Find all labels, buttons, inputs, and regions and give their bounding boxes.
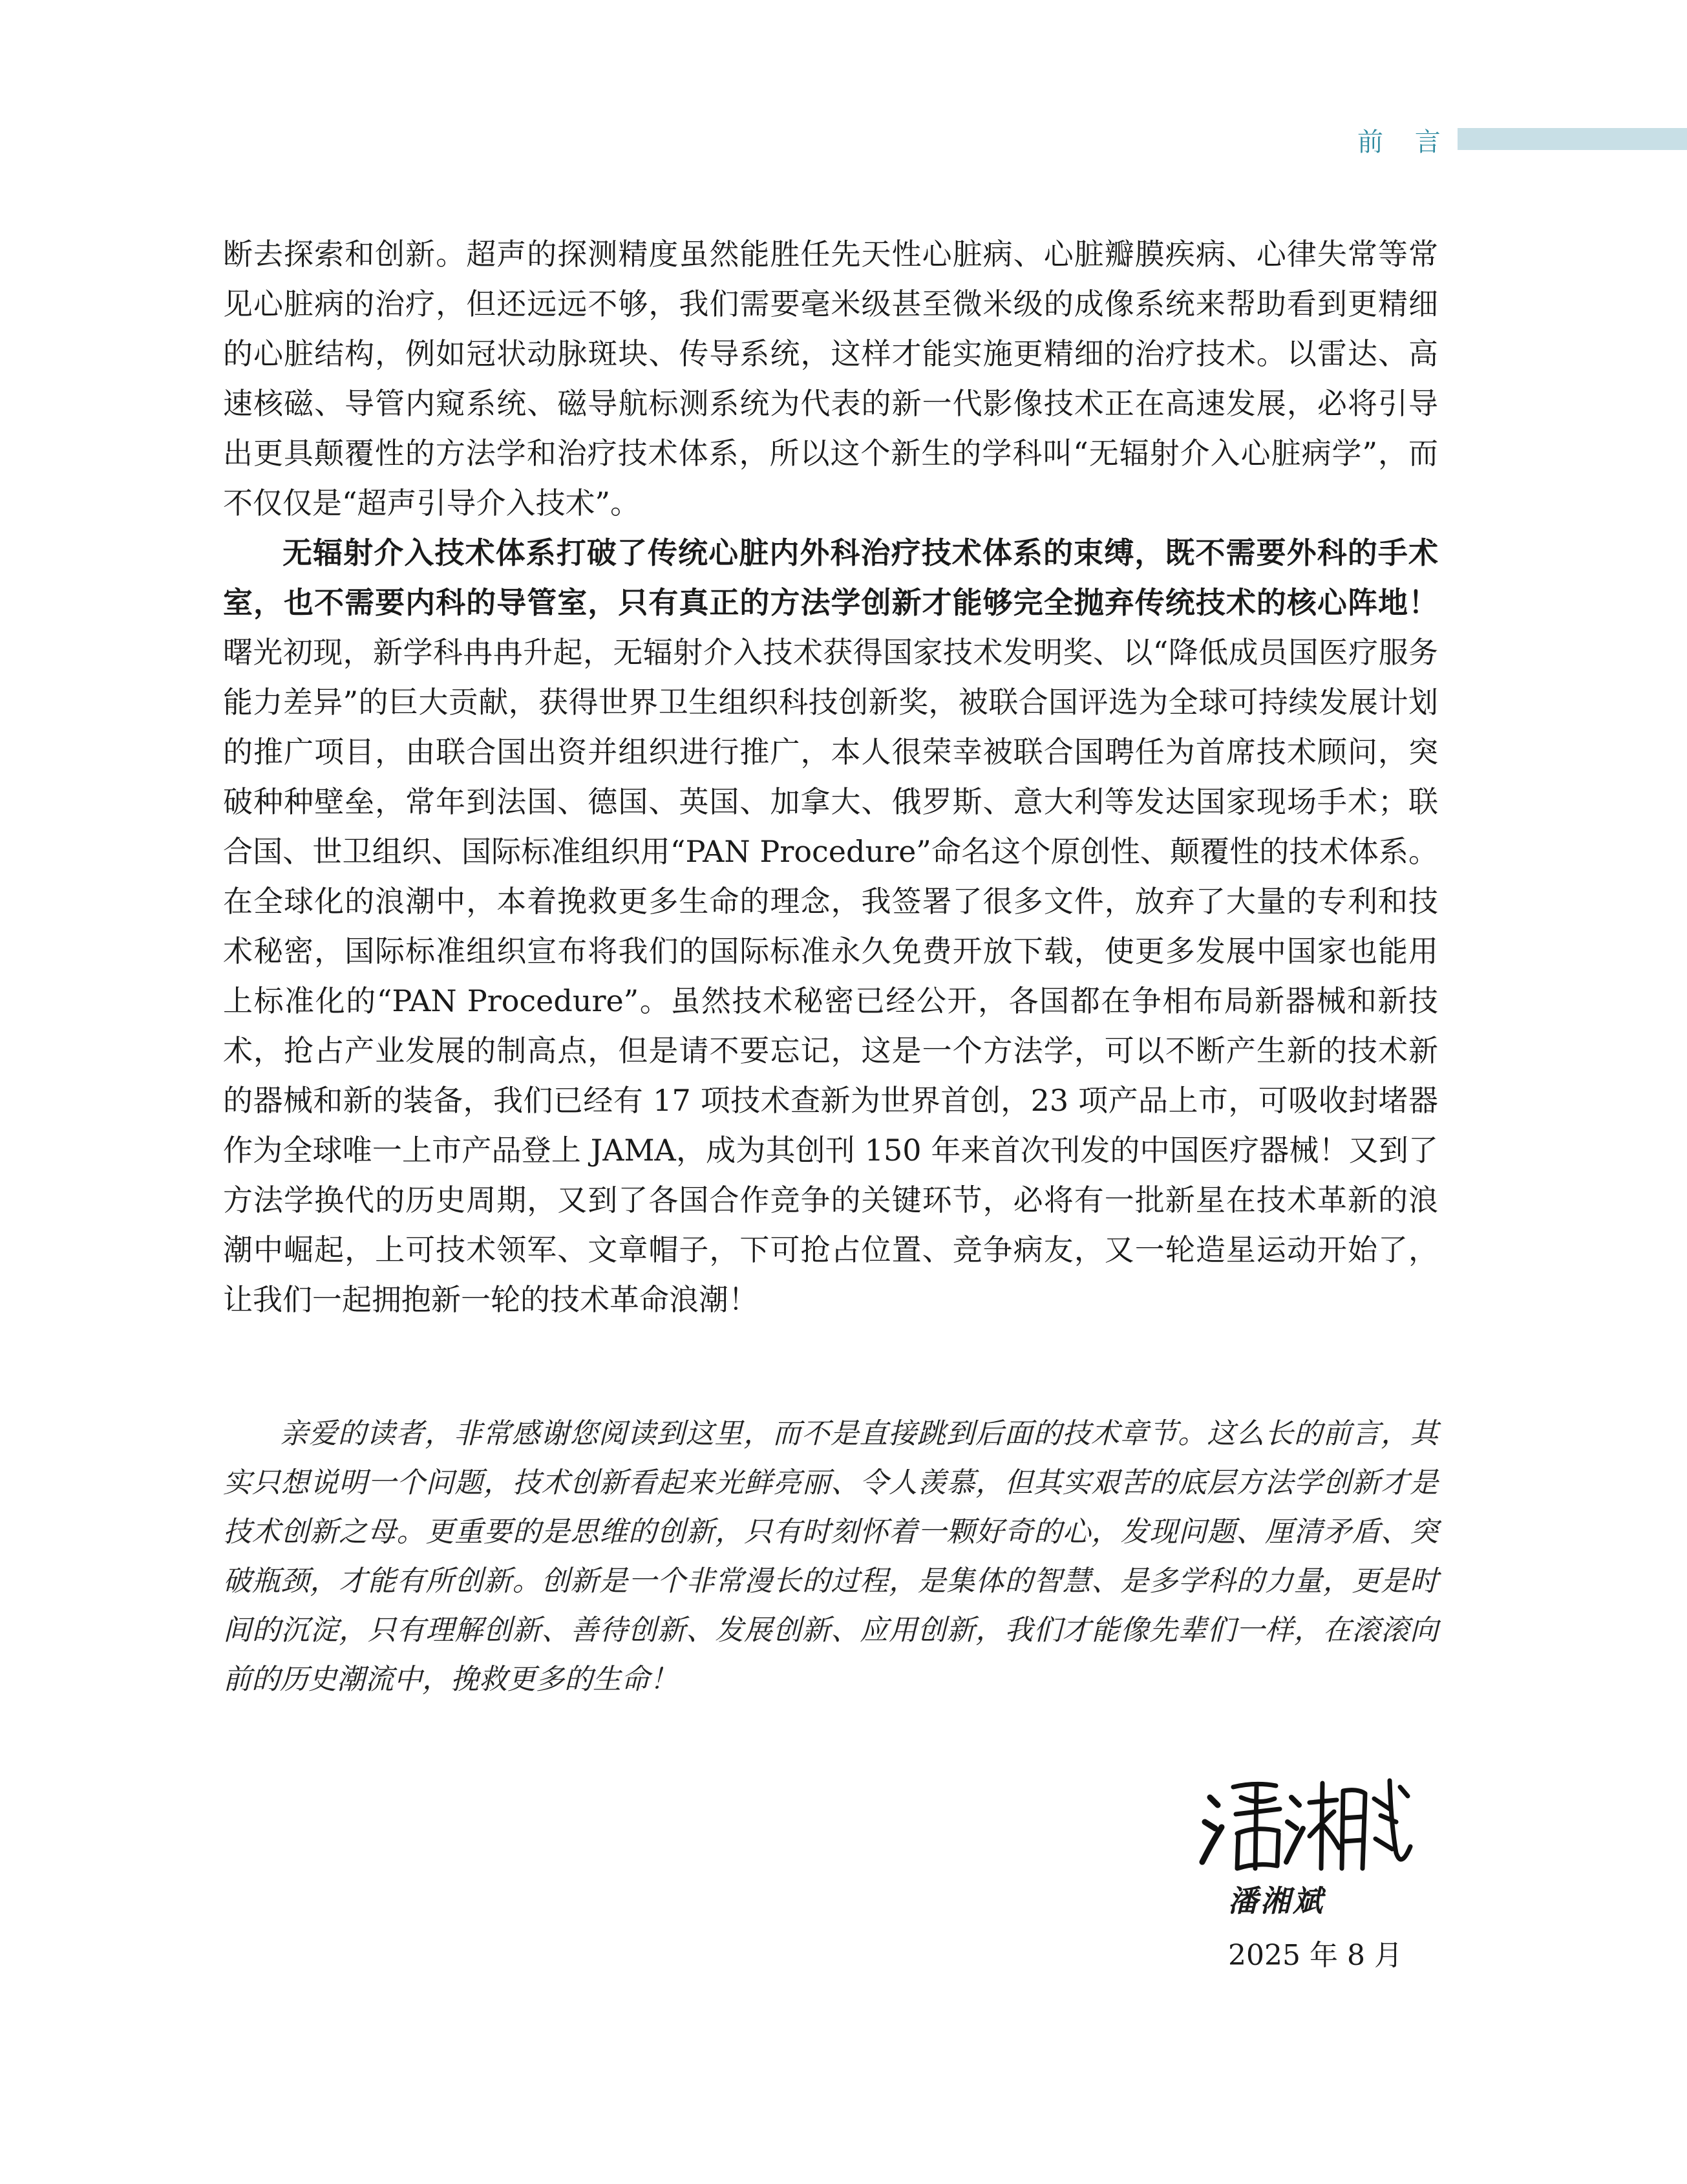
paragraph-1: 断去探索和创新。超声的探测精度虽然能胜任先天性心脏病、心脏瓣膜疾病、心律失常等常见心脏病的治疗，但还远远不够，我们需要毫米级甚至微米级的成像系统来帮助看到更精细的心脏结构，例如冠状动脉斑块、传导系统，这样才能实施更精细的治疗技术。以雷达、高速核磁、导管内窥系统、磁导航标测系统为代表的新一代影像技术正在高速发展，必将引导出更具颠覆性的方法学和治疗技术体系，所以这个新生的学科叫“无辐射介入心脏病学”，而不仅仅是“超声引导介入技术”。	[223, 237, 1438, 520]
header-accent-bar	[1458, 128, 1687, 150]
paragraph-2-bold-lead: 无辐射介入技术体系打破了传统心脏内外科治疗技术体系的束缚，既不需要外科的手术室，也不需要内科的导管室，只有真正的方法学创新才能够完全抛弃传统技术的核心阵地！	[223, 535, 1438, 620]
signature-name: 潘湘斌	[1228, 1883, 1325, 1918]
handwritten-signature	[1196, 1772, 1416, 1875]
signature-date: 2025 年 8 月	[1228, 1939, 1403, 1972]
body-text	[223, 230, 1438, 1361]
paragraph-2-rest: 曙光初现，新学科冉冉升起，无辐射介入技术获得国家技术发明奖、以“降低成员国医疗服务能力差异”的巨大贡献，获得世界卫生组织科技创新奖，被联合国评选为全球可持续发展计划的推广项目，由联合国出资并组织进行推广，本人很荣幸被联合国聘任为首席技术顾问，突破种种壁垒，常年到法国、德国、英国、加拿大、俄罗斯、意大利等发达国家现场手术；联合国、世卫组织、国际标准组织用“PAN Procedure”命名这个原创性、颠覆性的技术体系。在全球化的浪潮中，本着挽救更多生命的理念，我签署了很多文件，放弃了大量的专利和技术秘密，国际标准组织宣布将我们的国际标准永久免费开放下载，使更多发展中国家也能用上标准化的“PAN Procedure”。虽然技术秘密已经公开，各国都在争相布局新器械和新技术，抢占产业发展的制高点，但是请不要忘记，这是一个方法学，可以不断产生新的技术新的器械和新的装备，我们已经有 17 项技术查新为世界首创，23 项产品上市，可吸收封堵器作为全球唯一上市产品登上 JAMA，成为其创刊 150 年来首次刊发的中国医疗器械！又到了方法学换代的历史周期，又到了各国合作竞争的关键环节，必将有一批新星在技术革新的浪潮中崛起，上可技术领军、文章帽子，下可抢占位置、竞争病友，又一轮造星运动开始了，让我们一起拥抱新一轮的技术革命浪潮！	[223, 635, 1438, 1317]
header-title: 前 言	[1357, 127, 1452, 157]
header-accent-bar-fill	[1458, 128, 1687, 150]
closing-paragraph: 亲爱的读者，非常感谢您阅读到这里，而不是直接跳到后面的技术章节。这么长的前言，其实只想说明一个问题，技术创新看起来光鲜亮丽、令人羡慕，但其实艰苦的底层方法学创新才是技术创新之母。更重要的是思维的创新，只有时刻怀着一颗好奇的心，发现问题、厘清矛盾、突破瓶颈，才能有所创新。创新是一个非常漫长的过程，是集体的智慧、是多学科的力量，更是时间的沉淀，只有理解创新、善待创新、发展创新、应用创新，我们才能像先辈们一样，在滚滚向前的历史潮流中，挽救更多的生命！	[223, 1417, 1438, 1696]
paragraph-2	[223, 528, 1438, 1325]
